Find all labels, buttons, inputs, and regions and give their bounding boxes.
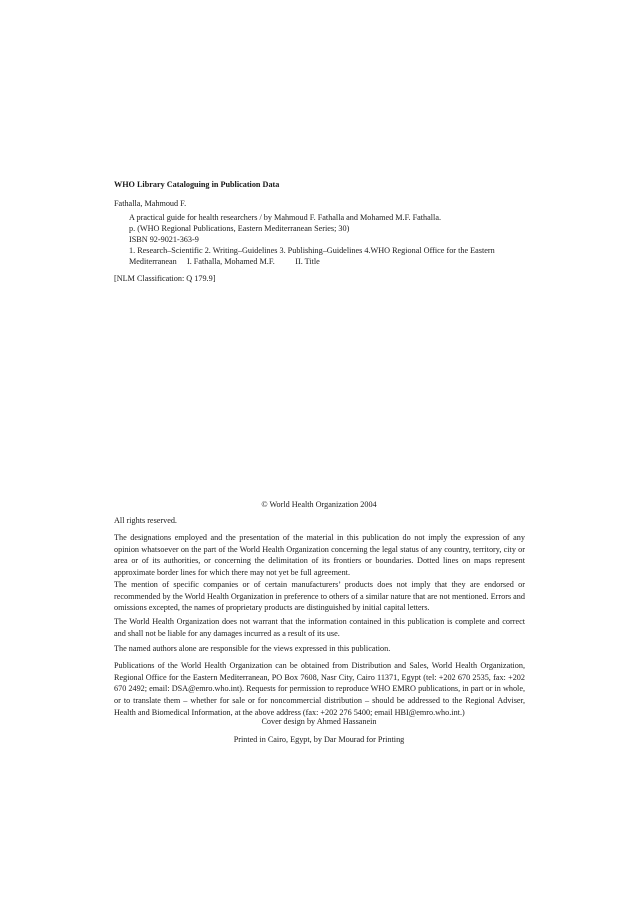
rights-reserved: All rights reserved. (114, 516, 177, 525)
publications-info: Publications of the World Health Organization can be obtained from Distribution and Sales, World Health Organization, Regional Office for the Eastern Mediterranean, PO Box 7608, Nasr City, Cairo 11371, Egypt (tel: +202 670 2535, fax: +202 670 2492; email: DSA@emro.who.int). Requests for permission to reproduce WHO EMRO publications, in part or in whole, or to translate them – whether for sale or for noncommercial distribution – should be addressed to the Regional Adviser, Health and Biomedical Information, at the above address (fax: +202 276 5400; email HBI@emro.who.int.) (114, 661, 525, 717)
cataloguing-heading: WHO Library Cataloguing in Publication Data (114, 180, 280, 189)
catalog-line-title: A practical guide for health researchers / by Mahmoud F. Fathalla and Mohamed M.F. Fathalla. (129, 213, 442, 222)
cover-design-credit: Cover design by Ahmed Hassanein (261, 717, 377, 726)
catalog-author: Fathalla, Mahmoud F. (114, 199, 187, 208)
copyright-notice: © World Health Organization 2004 (261, 500, 377, 509)
catalog-line-series: p. (WHO Regional Publications, Eastern Mediterranean Series; 30) (129, 224, 350, 233)
disclaimer-designations: The designations employed and the presentation of the material in this publication do not imply the expression of any opinion whatsoever on the part of the World Health Organization concerning the legal status of any country, territory, city or area or of its authorities, or concerning the delimitation of its frontiers or boundaries. Dotted lines on maps represent approximate border lines for which there may not yet be full agreement. (114, 533, 525, 578)
printer-credit: Printed in Cairo, Egypt, by Dar Mourad for Printing (233, 735, 405, 744)
disclaimer-products: The mention of specific companies or of certain manufacturers’ products does not imply that they are endorsed or recommended by the World Health Organization in preference to others of a similar nature that are not mentioned. Errors and omissions excepted, the names of proprietary products are distinguished by initial capital letters. (114, 580, 525, 613)
disclaimer-warranty: The World Health Organization does not warrant that the information contained in this publication is complete and correct and shall not be liable for any damages incurred as a result of its use. (114, 617, 525, 638)
disclaimer-authors: The named authors alone are responsible for the views expressed in this publication. (114, 644, 391, 653)
catalog-line-isbn: ISBN 92-9021-363-9 (129, 235, 199, 244)
catalog-line-entries: Mediterranean I. Fathalla, Mohamed M.F. II. Title (129, 257, 320, 266)
catalog-line-subjects: 1. Research–Scientific 2. Writing–Guidelines 3. Publishing–Guidelines 4.WHO Regional Office for the Eastern (129, 246, 495, 255)
nlm-classification: [NLM Classification: Q 179.9] (114, 274, 216, 283)
